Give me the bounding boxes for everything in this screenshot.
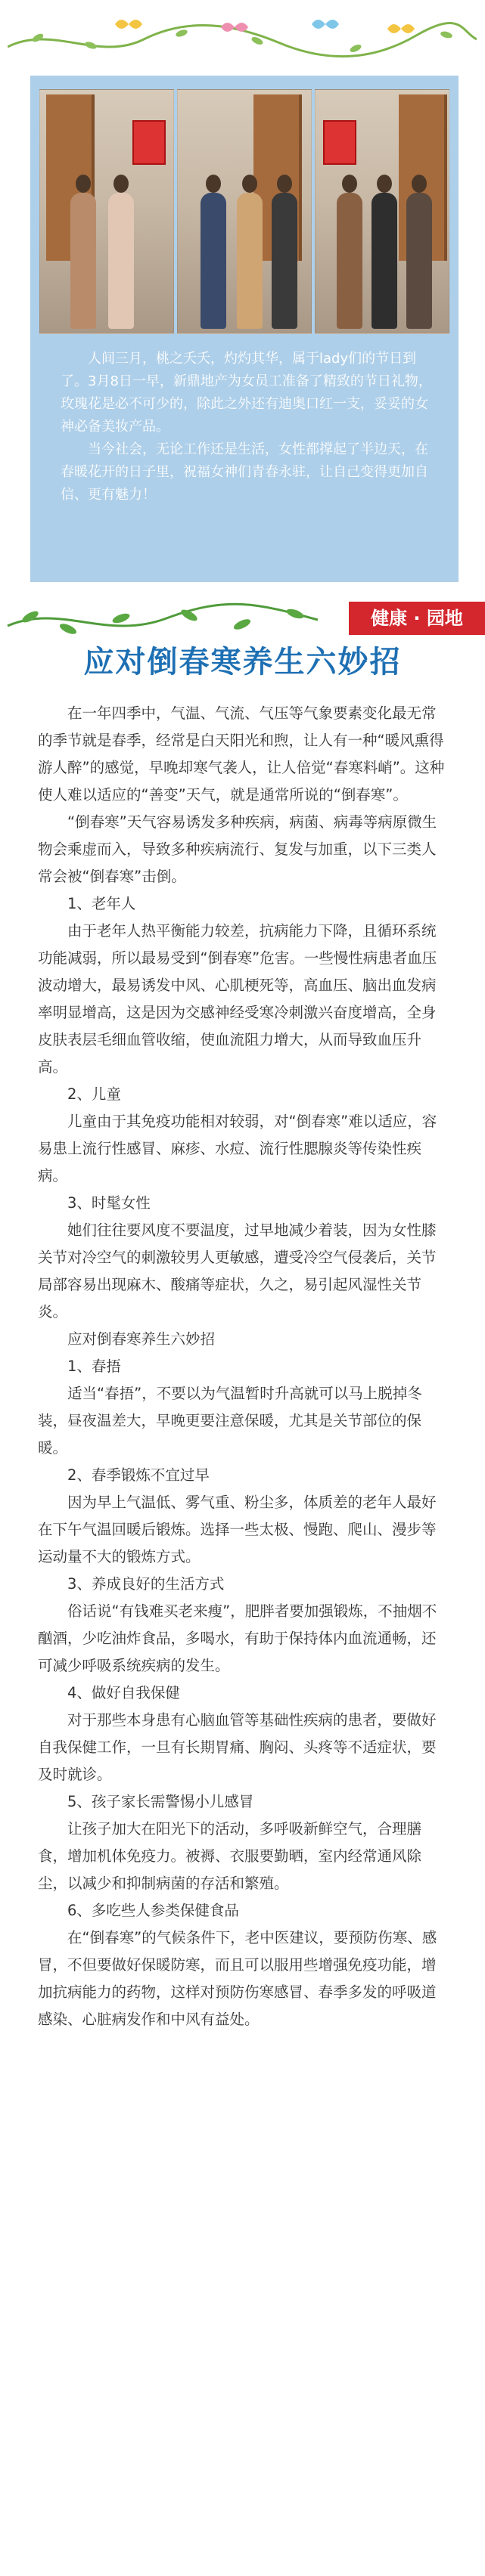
article-paragraph: 儿童由于其免疫功能相对较弱，对“倒春寒”难以适应，容易患上流行性感冒、麻疹、水痘、流行性腮腺炎等传染性疾病。	[38, 1113, 437, 1184]
section-heading: 3、养成良好的生活方式	[67, 1575, 225, 1593]
feature-text	[61, 348, 433, 506]
section-tag: 健康 · 园地	[349, 602, 485, 635]
section-heading: 6、多吃些人参类保健食品	[67, 1902, 239, 1919]
feature-paragraph: 人间三月，桃之夭夭，灼灼其华，属于lady们的节日到了。3月8日一早，新鼎地产为女员工准备了精致的节日礼物，玫瑰花是必不可少的，除此之外还有迪奥口红一支，妥妥的女神必备美妆产品。	[61, 351, 432, 435]
section-heading: 3、时髦女性	[67, 1194, 151, 1212]
photo-2	[177, 89, 312, 334]
section-heading: 应对倒春寒养生六妙招	[67, 1330, 216, 1348]
section-heading: 1、春捂	[67, 1358, 121, 1375]
article-paragraph: 让孩子加大在阳光下的活动，多呼吸新鲜空气，合理膳食，增加机体免疫力。被褥、衣服要勤晒，室内经常通风除尘，以减少和抑制病菌的存活和繁殖。	[38, 1820, 422, 1892]
article-paragraph: 俗话说“有钱难买老来瘦”，肥胖者要加强锻炼，不抽烟不酗酒，少吃油炸食品，多喝水，有助于保持体内血流通畅，还可减少呼吸系统疾病的发生。	[38, 1602, 437, 1674]
top-decoration	[0, 0, 485, 68]
feature-panel	[30, 76, 459, 582]
section-heading: 5、孩子家长需警惕小儿感冒	[67, 1793, 254, 1810]
photo-1	[39, 89, 174, 334]
article-paragraph: 适当“春捂”，不要以为气温暂时升高就可以马上脱掉冬装，昼夜温差大，早晚更要注意保暖，尤其是关节部位的保暖。	[38, 1385, 422, 1457]
feature-paragraph: 当今社会，无论工作还是生活，女性都撑起了半边天，在春暖花开的日子里，祝福女神们青春永驻，让自己变得更加自信、更有魅力！	[61, 441, 428, 503]
butterfly-garland-icon	[8, 9, 477, 62]
article-paragraph: 对于那些本身患有心脑血管等基础性疾病的患者，要做好自我保健工作，一旦有长期胃痛、胸闷、头疼等不适症状，要及时就诊。	[38, 1711, 437, 1783]
article-body	[38, 700, 447, 2033]
article-paragraph: 由于老年人热平衡能力较差，抗病能力下降，且循环系统功能减弱，所以最易受到“倒春寒”危害。一些慢性病患者血压波动增大，最易诱发中风、心肌梗死等，高血压、脑出血发病率明显增高，这是因为交感神经受寒冷刺激兴奋度增高，全身皮肤表层毛细血管收缩，使血流阻力增大，从而导致血压升高。	[38, 922, 437, 1076]
article-paragraph: 在“倒春寒”的气候条件下，老中医建议，要预防伤寒、感冒，不但要做好保暖防寒，而且可以服用些增强免疫功能，增加抗病能力的药物，这样对预防伤寒感冒、春季多发的呼吸道感染、心脏病发作和中风有益处。	[38, 1929, 437, 2028]
article-paragraph: 她们往往要风度不要温度，过早地减少着装，因为女性膝关节对冷空气的刺激较男人更敏感，遭受冷空气侵袭后，关节局部容易出现麻木、酸痛等症状，久之，易引起风湿性关节炎。	[38, 1221, 437, 1321]
section-heading: 4、做好自我保健	[67, 1684, 180, 1701]
article-paragraph: 在一年四季中，气温、气流、气压等气象要素变化最无常的季节就是春季，经常是白天阳光和煦，让人有一种“暖风熏得游人醉”的感觉，早晚却寒气袭人，让人倍觉“春寒料峭”。这种使人难以适应的“善变”天气，就是通常所说的“倒春寒”。	[38, 704, 445, 803]
article-title: 应对倒春寒养生六妙招	[83, 645, 402, 680]
photo-collage	[39, 89, 449, 333]
article-paragraph: 因为早上气温低、雾气重、粉尘多，体质差的老年人最好在下午气温回暖后锻炼。选择一些太极、慢跑、爬山、漫步等运动量不大的锻炼方式。	[38, 1494, 437, 1565]
photo-3	[315, 89, 449, 334]
article-paragraph: “倒春寒”天气容易诱发多种疾病，病菌、病毒等病原微生物会乘虚而入，导致多种疾病流行、复发与加重，以下三类人常会被“倒春寒”击倒。	[38, 813, 437, 885]
section-heading: 2、儿童	[67, 1085, 121, 1103]
section-heading: 2、春季锻炼不宜过早	[67, 1466, 210, 1484]
section-heading: 1、老年人	[67, 895, 136, 912]
